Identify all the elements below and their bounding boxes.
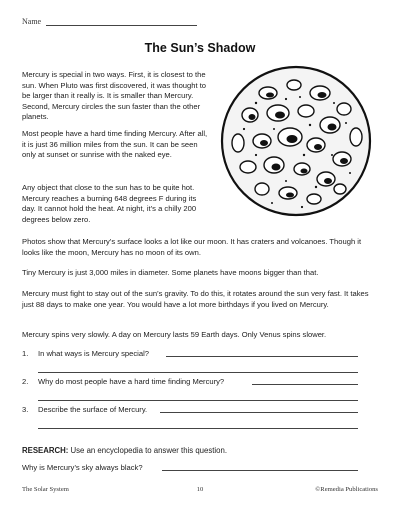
paragraph-4: Photos show that Mercury’s surface looks a lot like our moon. It has craters and volcanoes. Though it looks like the moon, Mercury has no moon of its own. bbox=[22, 237, 362, 257]
answer-3-line-1[interactable] bbox=[160, 412, 358, 413]
footer-publisher: ©Remedia Publications bbox=[315, 486, 378, 493]
question-3-number: 3. bbox=[22, 405, 29, 414]
question-1-text: In what ways is Mercury special? bbox=[38, 349, 149, 358]
research-instruction-text: Use an encyclopedia to answer this question. bbox=[70, 446, 227, 455]
answer-2-line-1[interactable] bbox=[252, 384, 358, 385]
question-1-number: 1. bbox=[22, 349, 29, 358]
paragraph-7: Mercury spins very slowly. A day on Mercury lasts 59 Earth days. Only Venus spins slower. bbox=[22, 330, 327, 339]
answer-2-line-2[interactable] bbox=[38, 400, 358, 401]
paragraph-1: Mercury is special in two ways. First, it is closest to the sun. When Pluto was first discovered, it was thought to be larger than it really is. It is smaller than Mercury. Second, Mercury circles the sun faster than the other planets. bbox=[22, 70, 207, 122]
answer-1-line-2[interactable] bbox=[38, 372, 358, 373]
research-question: Why is Mercury’s sky always black? bbox=[22, 463, 143, 472]
research-answer-line[interactable] bbox=[162, 470, 358, 471]
research-label: RESEARCH: bbox=[22, 446, 69, 455]
paragraph-3: Any object that close to the sun has to be quite hot. Mercury reaches a burning 648 degrees F during its day. It cannot hold the heat. At night, it’s a chilly 200 degrees below zero. bbox=[22, 183, 197, 224]
paragraph-2: Most people have a hard time finding Mercury. After all, it is just 36 million miles from the sun. It can be seen only at sunset or sunrise with the naked eye. bbox=[22, 129, 208, 160]
paragraph-6: Mercury must fight to stay out of the sun’s gravity. To do this, it rotates around the sun very fast. It takes just 88 days to make one year. You would have a lot more birthdays if you lived on Mercury. bbox=[22, 289, 369, 309]
paragraph-5: Tiny Mercury is just 3,000 miles in diameter. Some planets have moons bigger than that. bbox=[22, 268, 319, 277]
answer-3-line-2[interactable] bbox=[38, 428, 358, 429]
question-3-text: Describe the surface of Mercury. bbox=[38, 405, 148, 414]
name-input-line[interactable] bbox=[46, 25, 197, 26]
research-instruction bbox=[22, 446, 227, 455]
mercury-planet-icon bbox=[216, 63, 376, 219]
footer-page-number: 10 bbox=[196, 486, 204, 493]
question-2-text: Why do most people have a hard time finding Mercury? bbox=[38, 377, 225, 386]
name-label: Name bbox=[22, 17, 42, 26]
page-title: The Sun’s Shadow bbox=[144, 41, 256, 55]
question-2-number: 2. bbox=[22, 377, 29, 386]
footer-book-title: The Solar System bbox=[22, 486, 69, 493]
answer-1-line-1[interactable] bbox=[166, 356, 358, 357]
